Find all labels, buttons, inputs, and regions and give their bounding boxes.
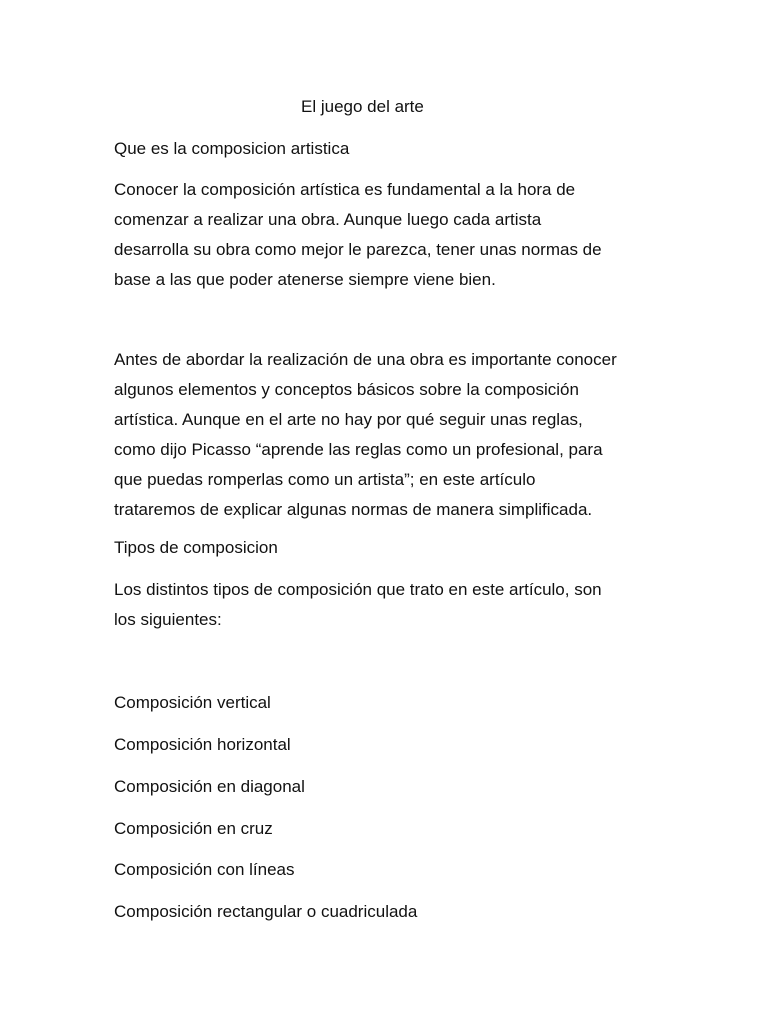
list-item: Composición en cruz [114,819,273,838]
paragraph-types-intro [114,575,674,635]
paragraph-line: desarrolla su obra como mejor le parezca, tener unas normas de [114,240,602,259]
list-item: Composición horizontal [114,735,291,754]
paragraph-line: base a las que poder atenerse siempre viene bien. [114,270,496,289]
paragraph-line: comenzar a realizar una obra. Aunque luego cada artista [114,210,542,229]
paragraph-line: trataremos de explicar algunas normas de manera simplificada. [114,500,593,519]
paragraph-before-work [114,345,674,525]
list-item: Composición vertical [114,693,271,712]
paragraph-line: artística. Aunque en el arte no hay por qué seguir unas reglas, [114,410,583,429]
section-heading-composition: Que es la composicion artistica [114,139,350,158]
list-item: Composición con líneas [114,860,295,879]
list-item: Composición rectangular o cuadriculada [114,902,418,921]
list-item: Composición en diagonal [114,777,305,796]
document-title: El juego del arte [301,97,424,116]
paragraph-line: Los distintos tipos de composición que trato en este artículo, son [114,580,602,599]
paragraph-line: como dijo Picasso “aprende las reglas como un profesional, para [114,440,603,459]
paragraph-line: algunos elementos y conceptos básicos sobre la composición [114,380,579,399]
paragraph-line: Conocer la composición artística es fundamental a la hora de [114,180,576,199]
section-heading-types: Tipos de composicion [114,538,278,557]
paragraph-line: Antes de abordar la realización de una obra es importante conocer [114,350,617,369]
paragraph-intro [114,175,674,295]
paragraph-line: los siguientes: [114,610,222,629]
paragraph-line: que puedas romperlas como un artista”; en este artículo [114,470,536,489]
